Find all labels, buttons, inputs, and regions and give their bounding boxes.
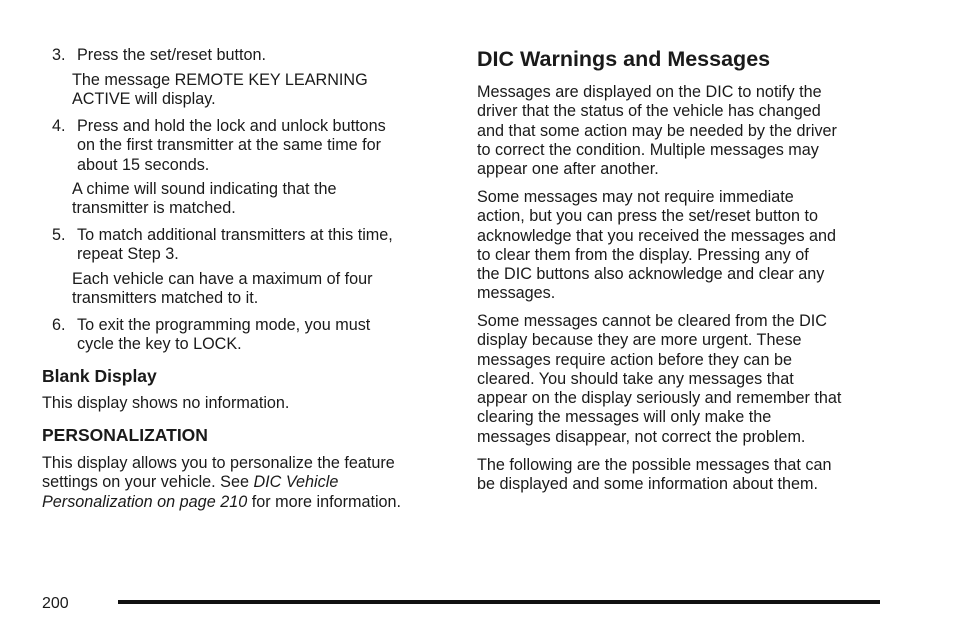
step-4-text: Press and hold the lock and unlock buttons on the first transmitter at the same time for about 15 seconds. — [77, 117, 386, 174]
personalization-heading: PERSONALIZATION — [42, 425, 208, 445]
step-4-note: A chime will sound indicating that the transmitter is matched. — [72, 180, 337, 218]
footer-rule — [118, 600, 880, 604]
paragraph-2: Some messages may not require immediate action, but you can press the set/reset button to acknowledge that you received the messages and to clear them from the display. Pressing any of the DIC buttons also acknowledge and clear any messages. — [477, 188, 837, 303]
step-3-note: The message REMOTE KEY LEARNING ACTIVE will display. — [72, 71, 368, 109]
blank-display-text: This display shows no information. — [42, 394, 290, 412]
section-title: DIC Warnings and Messages — [477, 47, 771, 71]
blank-display-heading: Blank Display — [42, 366, 157, 386]
paragraph-4: The following are the possible messages that can be displayed and some information about them. — [477, 456, 832, 494]
paragraph-1: Messages are displayed on the DIC to notify the driver that the status of the vehicle has changed and that some action may be needed by the driver to correct the condition. Multiple messages may appear one after another. — [477, 83, 837, 179]
paragraph-3: Some messages cannot be cleared from the DIC display because they are more urgent. These messages require action before they can be cleared. You should take any messages that appear on the display seriously and remember that clearing the messages will only make the messages disappear, not correct the problem. — [477, 312, 842, 446]
step-5-text: To match additional transmitters at this time, repeat Step 3. — [77, 226, 393, 264]
personalization-text: This display allows you to personalize the feature settings on your vehicle. See DIC Vehicle Personalization on page 210 for more information. — [42, 454, 402, 511]
step-6-text: To exit the programming mode, you must cycle the key to LOCK. — [77, 316, 371, 354]
step-3-text: Press the set/reset button. — [77, 46, 266, 64]
step-5-note: Each vehicle can have a maximum of four transmitters matched to it. — [72, 270, 373, 308]
page-reference-continued: Personalization on page 210 — [42, 492, 248, 511]
page-reference: DIC Vehicle — [253, 473, 339, 492]
page-number: 200 — [42, 595, 69, 612]
